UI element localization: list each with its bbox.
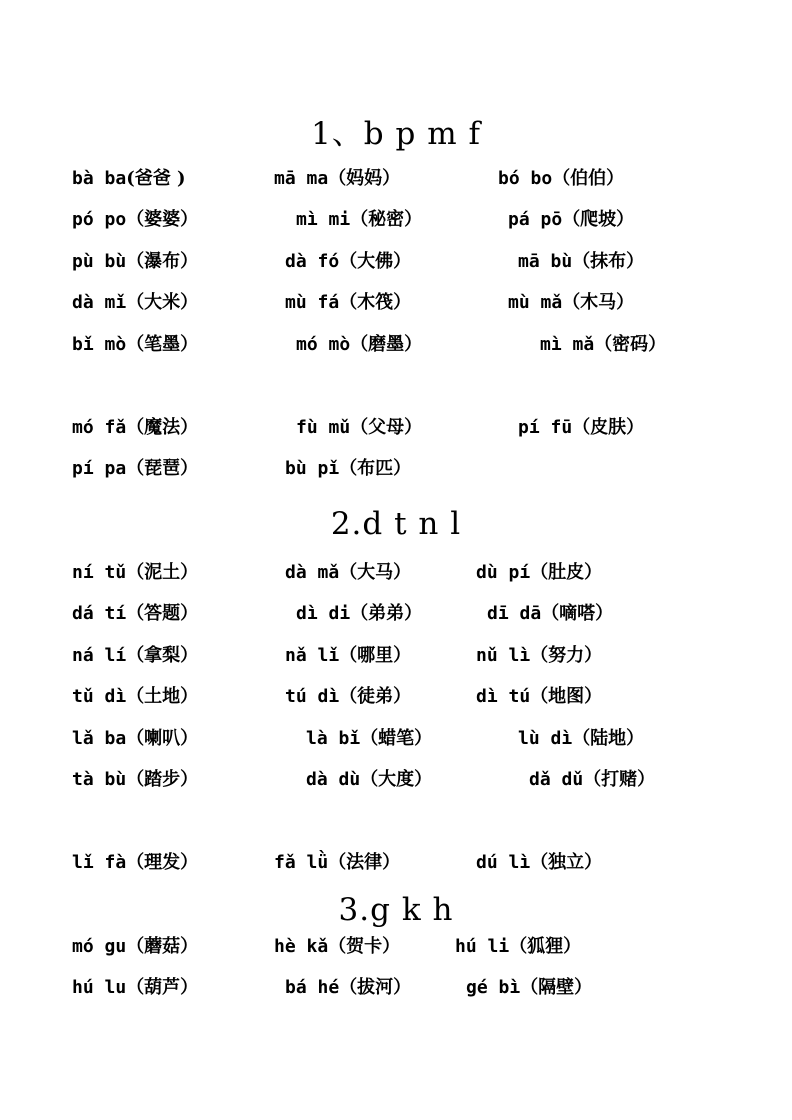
hanzi: （喇叭） bbox=[126, 728, 199, 749]
word-entry bbox=[72, 292, 198, 314]
word-entry bbox=[518, 728, 644, 750]
hanzi: （肚皮） bbox=[530, 562, 603, 583]
hanzi: （伯伯） bbox=[552, 168, 625, 189]
hanzi: （妈妈） bbox=[328, 168, 401, 189]
hanzi: （大佛） bbox=[339, 251, 412, 272]
word-entry bbox=[540, 334, 666, 356]
pinyin: pù bù bbox=[72, 251, 127, 272]
hanzi: （土地） bbox=[126, 686, 199, 707]
hanzi: （弟弟） bbox=[350, 603, 423, 624]
word-entry bbox=[72, 852, 198, 874]
pinyin: ní tǔ bbox=[72, 562, 127, 583]
word-entry bbox=[72, 936, 198, 958]
pinyin: fǎ lǜ bbox=[274, 852, 329, 873]
word-entry bbox=[455, 936, 581, 958]
hanzi: （瀑布） bbox=[126, 251, 199, 272]
pinyin: bǐ mò bbox=[72, 334, 127, 355]
pinyin: hè kǎ bbox=[274, 936, 329, 957]
hanzi: （婆婆） bbox=[126, 209, 199, 230]
hanzi: （陆地） bbox=[572, 728, 645, 749]
word-entry bbox=[72, 209, 198, 231]
pinyin: bó bo bbox=[498, 168, 553, 189]
pinyin: tà bù bbox=[72, 769, 127, 790]
pinyin: pí pa bbox=[72, 458, 127, 479]
hanzi: (爸爸 ) bbox=[126, 168, 186, 189]
word-entry bbox=[72, 603, 198, 625]
hanzi: （蜡笔） bbox=[360, 728, 433, 749]
hanzi: （布匹） bbox=[339, 458, 412, 479]
hanzi: （地图） bbox=[530, 686, 603, 707]
pinyin: mó fǎ bbox=[72, 417, 127, 438]
word-entry bbox=[476, 562, 602, 584]
pinyin: mù fá bbox=[285, 292, 340, 313]
hanzi: （法律） bbox=[328, 852, 401, 873]
hanzi: （葫芦） bbox=[126, 977, 199, 998]
hanzi: （打赌） bbox=[583, 769, 656, 790]
word-entry bbox=[476, 686, 602, 708]
hanzi: （琵琶） bbox=[126, 458, 199, 479]
hanzi: （皮肤） bbox=[572, 417, 645, 438]
pinyin: ná lí bbox=[72, 645, 127, 666]
section-heading-gkh: 3.g k h bbox=[338, 892, 454, 928]
pinyin: lǐ fà bbox=[72, 852, 127, 873]
pinyin: dá tí bbox=[72, 603, 127, 624]
hanzi: （木马） bbox=[562, 292, 635, 313]
word-entry bbox=[508, 209, 634, 231]
word-entry bbox=[72, 769, 198, 791]
hanzi: （隔壁） bbox=[520, 977, 593, 998]
hanzi: （木筏） bbox=[339, 292, 412, 313]
word-entry bbox=[296, 603, 422, 625]
word-entry bbox=[72, 977, 198, 999]
pinyin: dú lì bbox=[476, 852, 531, 873]
word-entry bbox=[72, 686, 198, 708]
hanzi: （哪里） bbox=[339, 645, 412, 666]
word-entry bbox=[285, 458, 411, 480]
word-entry bbox=[72, 251, 198, 273]
word-entry bbox=[285, 645, 411, 667]
hanzi: （徒弟） bbox=[339, 686, 412, 707]
hanzi: （蘑菇） bbox=[126, 936, 199, 957]
word-entry bbox=[274, 168, 400, 190]
hanzi: （抹布） bbox=[572, 251, 645, 272]
pinyin: mó gu bbox=[72, 936, 127, 957]
pinyin: gé bì bbox=[466, 977, 521, 998]
hanzi: （理发） bbox=[126, 852, 199, 873]
hanzi: （大度） bbox=[360, 769, 433, 790]
pinyin: dà fó bbox=[285, 251, 340, 272]
word-entry bbox=[487, 603, 613, 625]
section-heading-dtnl: 2.d t n l bbox=[330, 506, 462, 542]
pinyin: pí fū bbox=[518, 417, 573, 438]
word-entry bbox=[72, 168, 186, 190]
word-entry bbox=[285, 292, 411, 314]
hanzi: （狐狸） bbox=[509, 936, 582, 957]
word-entry bbox=[72, 417, 198, 439]
pinyin: dà mǐ bbox=[72, 292, 127, 313]
pinyin: hú lu bbox=[72, 977, 127, 998]
hanzi: （磨墨） bbox=[350, 334, 423, 355]
hanzi: （拿梨） bbox=[126, 645, 199, 666]
word-entry bbox=[476, 645, 602, 667]
hanzi: （爬坡） bbox=[562, 209, 635, 230]
hanzi: （笔墨） bbox=[126, 334, 199, 355]
word-entry bbox=[72, 645, 198, 667]
word-entry bbox=[72, 728, 198, 750]
word-entry bbox=[285, 686, 411, 708]
pinyin: dà dù bbox=[306, 769, 361, 790]
word-entry bbox=[498, 168, 624, 190]
pinyin: nǎ lǐ bbox=[285, 645, 340, 666]
pinyin: mā ma bbox=[274, 168, 329, 189]
pinyin: mù mǎ bbox=[508, 292, 563, 313]
word-entry bbox=[285, 562, 411, 584]
pinyin: tú dì bbox=[285, 686, 340, 707]
pinyin: mā bù bbox=[518, 251, 573, 272]
word-entry bbox=[285, 251, 411, 273]
pinyin: mì mi bbox=[296, 209, 351, 230]
pinyin: dà mǎ bbox=[285, 562, 340, 583]
word-entry bbox=[296, 417, 422, 439]
pinyin: pó po bbox=[72, 209, 127, 230]
word-entry bbox=[296, 209, 422, 231]
hanzi: （魔法） bbox=[126, 417, 199, 438]
hanzi: （泥土） bbox=[126, 562, 199, 583]
pinyin: dǎ dǔ bbox=[529, 769, 584, 790]
word-entry bbox=[72, 458, 198, 480]
pinyin: nǔ lì bbox=[476, 645, 531, 666]
pinyin: dì di bbox=[296, 603, 351, 624]
pinyin: bá hé bbox=[285, 977, 340, 998]
word-entry bbox=[274, 852, 400, 874]
word-entry bbox=[72, 562, 198, 584]
pinyin: bù pǐ bbox=[285, 458, 340, 479]
pinyin: hú li bbox=[455, 936, 510, 957]
word-entry bbox=[296, 334, 422, 356]
pinyin: mì mǎ bbox=[540, 334, 595, 355]
word-entry bbox=[306, 728, 432, 750]
pinyin: dī dā bbox=[487, 603, 542, 624]
hanzi: （父母） bbox=[350, 417, 423, 438]
word-entry bbox=[476, 852, 602, 874]
pinyin: bà ba bbox=[72, 168, 127, 189]
pinyin: tǔ dì bbox=[72, 686, 127, 707]
pinyin: dì tú bbox=[476, 686, 531, 707]
word-entry bbox=[285, 977, 411, 999]
word-entry bbox=[306, 769, 432, 791]
word-entry bbox=[274, 936, 400, 958]
pinyin: fù mǔ bbox=[296, 417, 351, 438]
hanzi: （努力） bbox=[530, 645, 603, 666]
word-entry bbox=[518, 417, 644, 439]
word-entry bbox=[466, 977, 592, 999]
hanzi: （踏步） bbox=[126, 769, 199, 790]
hanzi: （大米） bbox=[126, 292, 199, 313]
hanzi: （答题） bbox=[126, 603, 199, 624]
hanzi: （贺卡） bbox=[328, 936, 401, 957]
word-entry bbox=[529, 769, 655, 791]
pinyin: lǎ ba bbox=[72, 728, 127, 749]
pinyin: mó mò bbox=[296, 334, 351, 355]
word-entry bbox=[508, 292, 634, 314]
hanzi: （独立） bbox=[530, 852, 603, 873]
hanzi: （拔河） bbox=[339, 977, 412, 998]
hanzi: （秘密） bbox=[350, 209, 423, 230]
word-entry bbox=[518, 251, 644, 273]
hanzi: （大马） bbox=[339, 562, 412, 583]
pinyin: pá pō bbox=[508, 209, 563, 230]
section-heading-bpmf: 1、b p m f bbox=[311, 116, 481, 152]
pinyin: dù pí bbox=[476, 562, 531, 583]
hanzi: （嘀嗒） bbox=[541, 603, 614, 624]
pinyin: lù dì bbox=[518, 728, 573, 749]
pinyin: là bǐ bbox=[306, 728, 361, 749]
word-entry bbox=[72, 334, 198, 356]
hanzi: （密码） bbox=[594, 334, 667, 355]
